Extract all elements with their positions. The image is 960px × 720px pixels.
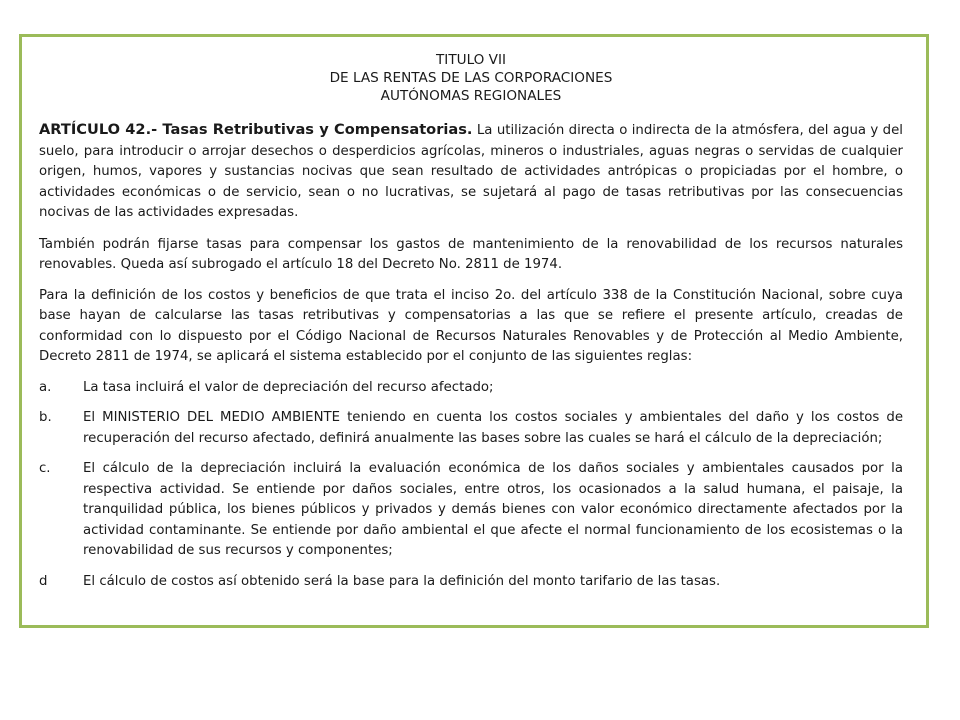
list-text: La tasa incluirá el valor de depreciación del recurso afectado; [83, 379, 494, 395]
article-body: La utilización directa o indirecta de la atmósfera, del agua y del suelo, para introducir o arrojar desechos o desperdicios agrícolas, mineros o industriales, aguas negras o servidas de cualquier origen, humos, vapores y sustancias nocivas que sean resultado de actividades antrópicas o propiciadas por el hombre, o actividades económicas o de servicio, sean o no lucrativas, se sujetará al pago de tasas retributivas por las consecuencias nocivas de las actividades expresadas. [39, 123, 903, 220]
list-marker: d [39, 573, 48, 589]
paragraph-tasas-compensacion: También podrán fijarse tasas para compensar los gastos de mantenimiento de la renovabilidad de los recursos naturales renovables. Queda así subrogado el artículo 18 del Decreto No. 2811 de 1974. [39, 236, 903, 272]
list-text: El cálculo de costos así obtenido será la base para la definición del monto tarifario de las tasas. [83, 573, 721, 589]
document-title [39, 51, 903, 105]
list-item-b [39, 408, 903, 449]
list-item-c [39, 459, 903, 562]
list-item-d [39, 572, 903, 593]
document-frame [19, 34, 929, 628]
title-line-1: TITULO VII [436, 52, 506, 68]
title-line-3: AUTÓNOMAS REGIONALES [380, 88, 562, 104]
list-marker: a. [39, 379, 52, 395]
title-line-2: DE LAS RENTAS DE LAS CORPORACIONES [329, 70, 613, 86]
paragraph-definicion-costos: Para la definición de los costos y beneficios de que trata el inciso 2o. del artículo 338 de la Constitución Nacional, sobre cuya base hayan de calcularse las tasas retributivas y compensatorias a las que se refiere el presente artículo, creadas de conformidad con lo dispuesto por el Código Nacional de Recursos Naturales Renovables y de Protección al Medio Ambiente, Decreto 2811 de 1974, se aplicará el sistema establecido por el conjunto de las siguientes reglas: [39, 287, 903, 364]
list-marker: c. [39, 461, 51, 476]
list-marker: b. [39, 410, 52, 425]
article-paragraph [39, 120, 903, 224]
list-item-a [39, 378, 903, 399]
document-content [39, 51, 903, 602]
article-heading: ARTÍCULO 42.- Tasas Retributivas y Compensatorias. [39, 121, 473, 138]
list-text: El MINISTERIO DEL MEDIO AMBIENTE teniendo en cuenta los costos sociales y ambientales del daño y los costos de recuperación del recurso afectado, definirá anualmente las bases sobre las cuales se hará el cálculo de la depreciación; [83, 410, 903, 446]
list-text: El cálculo de la depreciación incluirá la evaluación económica de los daños sociales y ambientales causados por la respectiva actividad. Se entiende por daños sociales, entre otros, los ocasionados a la salud humana, el paisaje, la tranquilidad pública, los bienes públicos y privados y demás bienes con valor económico directamente afectados por la actividad contaminante. Se entiende por daño ambiental el que afecte el normal funcionamiento de los ecosistemas o la renovabilidad de sus recursos y componentes; [83, 461, 903, 558]
